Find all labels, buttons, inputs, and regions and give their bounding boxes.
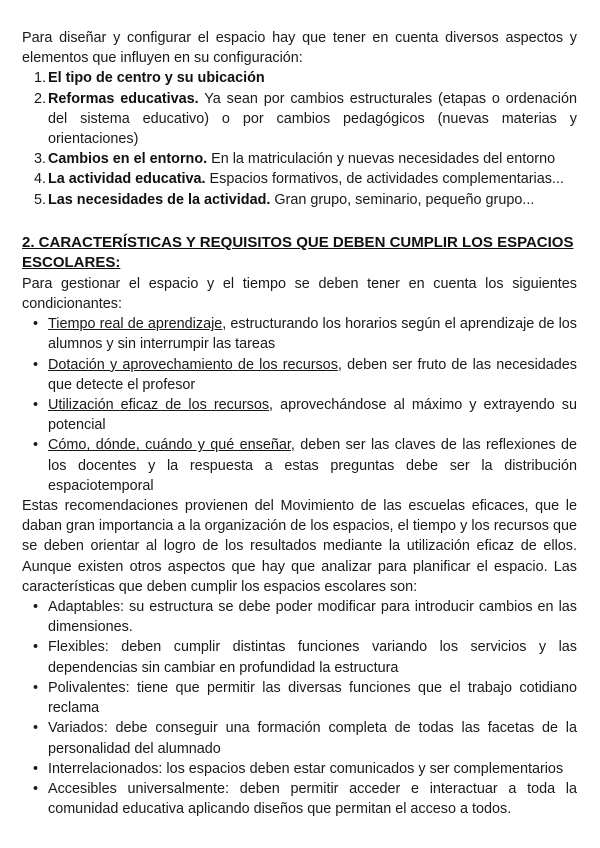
condition-term: Cómo, dónde, cuándo y qué enseñar [48,437,291,454]
list-item [22,314,577,354]
bullet-icon: • [33,316,39,333]
bullet-icon: • [33,720,39,737]
list-item [22,678,577,718]
item-text: En la matriculación y nuevas necesidades del entorno [207,151,556,168]
condition-text: , deben ser las claves de las reflexiones de los docentes y la respuesta a estas preguntas debe ser la distribución espaciotemporal [48,437,577,494]
feature-text: Variados: debe conseguir una formación completa de todas las facetas de la personalidad del alumnado [48,720,577,757]
bullet-icon: • [33,639,39,656]
list-item [30,89,577,150]
list-item [22,637,577,677]
condition-text: , aprovechándose al máximo y extrayendo su potencial [48,397,578,434]
feature-text: Adaptables: su estructura se debe poder modificar para introducir cambios en las dimensiones. [48,599,577,636]
bullet-icon: • [33,679,39,696]
item-number: 5. [34,191,47,208]
bullet-icon: • [33,760,39,777]
list-item [22,435,577,496]
recommendations-paragraph: Estas recomendaciones provienen del Movimiento de las escuelas eficaces, que le daban gran importancia a la organización de los espacios, el tiempo y los recursos que se deben orientar al logro de los resultados mediante la utilización eficaz de ellos. Aunque existen otros aspectos que hay que analizar para planificar el espacio. Las características que deben cumplir los espacios escolares son: [22,498,577,595]
item-title: La actividad educativa. [48,171,206,188]
condition-text: , deben ser fruto de las necesidades que detecte el profesor [48,356,577,393]
feature-text: Accesibles universalmente: deben permitir acceder e interactuar a toda la comunidad educativa aplicando diseños que permitan el acceso a todos. [48,780,577,818]
bullet-icon: • [33,599,39,616]
condition-term: Tiempo real de aprendizaje [48,316,223,333]
item-title: Las necesidades de la actividad. [48,191,271,208]
item-text: Espacios formativos, de actividades complementarias... [205,171,564,188]
conditions-list [22,314,577,496]
item-number: 1. [34,70,47,87]
item-number: 2. [34,90,47,107]
feature-text: Polivalentes: tiene que permitir las diversas funciones que el trabajo cotidiano reclama [48,679,577,717]
features-list [22,597,577,819]
list-item [30,149,577,169]
item-title: Cambios en el entorno. [48,151,208,168]
section-heading: 2. CARACTERÍSTICAS Y REQUISITOS QUE DEBEN CUMPLIR LOS ESPACIOS ESCOLARES: [22,233,574,272]
bullet-icon: • [33,356,39,373]
condition-term: Dotación y aprovechamiento de los recursos [48,356,338,373]
conditions-intro-paragraph: Para gestionar el espacio y el tiempo se deben tener en cuenta los siguientes condicionantes: [22,275,577,313]
list-item [30,68,577,88]
list-item [22,759,577,779]
feature-text: Interrelacionados: los espacios deben estar comunicados y ser complementarios [48,760,564,777]
condition-text: , estructurando los horarios según el aprendizaje de los alumnos y sin interrumpir las tareas [48,316,577,353]
condition-term: Utilización eficaz de los recursos [48,397,270,414]
bullet-icon: • [33,397,39,414]
list-item [22,395,577,435]
design-aspects-list [22,68,577,209]
list-item [22,355,577,395]
list-item [30,169,577,189]
item-title: El tipo de centro y su ubicación [48,70,265,87]
list-item [22,718,577,758]
bullet-icon: • [33,780,39,797]
feature-text: Flexibles: deben cumplir distintas funciones variando los servicios y las dependencias sin cambiar en profundidad la estructura [48,639,577,676]
item-title: Reformas educativas. [48,90,199,107]
item-number: 4. [34,171,47,188]
list-item [30,190,577,210]
list-item [22,779,577,819]
item-text: Gran grupo, seminario, pequeño grupo... [270,191,535,208]
list-item [22,597,577,637]
bullet-icon: • [33,437,39,454]
item-text: Ya sean por cambios estructurales (etapas o ordenación del sistema educativo) o por cambios pedagógicos (nuevas materias y orientaciones) [48,90,577,148]
intro-paragraph: Para diseñar y configurar el espacio hay que tener en cuenta diversos aspectos y elementos que influyen en su configuración: [22,30,577,67]
item-number: 3. [34,151,47,168]
